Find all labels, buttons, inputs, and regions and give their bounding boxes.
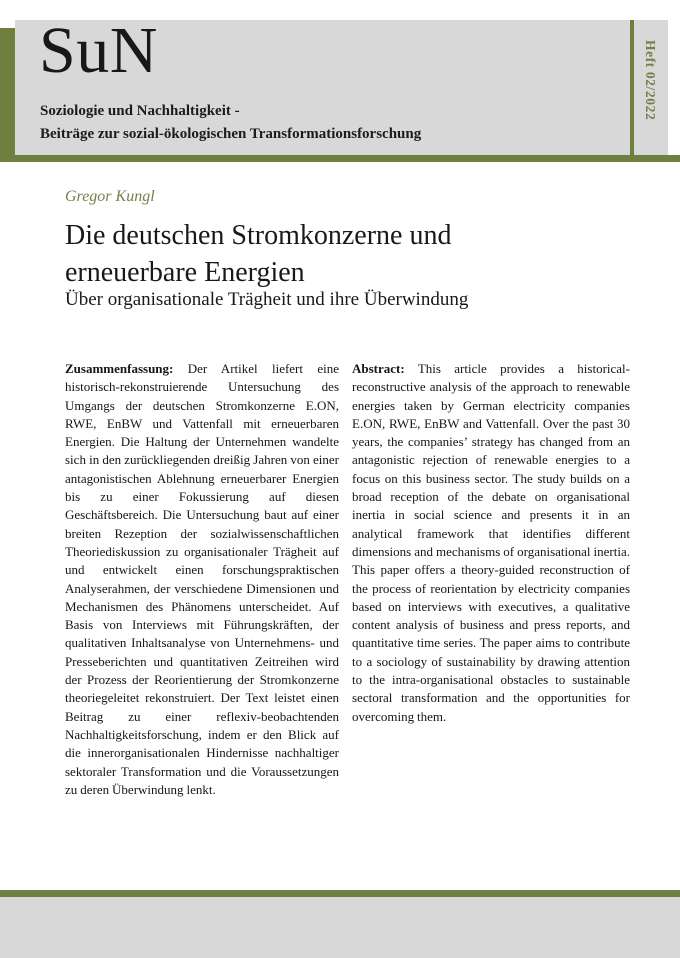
- footer-band: [0, 897, 680, 958]
- header-divider-bar: [0, 155, 680, 162]
- author-name: Gregor Kungl: [65, 188, 155, 205]
- journal-tagline: [40, 100, 421, 146]
- left-accent-bar: [0, 28, 15, 155]
- journal-tagline-line1: Soziologie und Nachhaltigkeit -: [40, 103, 240, 119]
- abstract-english-label: Abstract:: [352, 361, 405, 376]
- abstract-english-text: This article provides a historical-reconstructive analysis of the approach to renewable energies taken by German electricity companies E.ON, RWE, EnBW and Vattenfall. Over the past 30 years, the companies’ strategy has changed from an antagonistic rejection of renewable energies to a focus on this business sector. The study builds on a broad reception of the debate on organisational inertia in social science and presents it in an analytical framework that identifies different dimensions and mechanisms of organisational inertia. This paper offers a theory-guided reconstruction of the process of reorientation by electricity companies based on interviews with executives, a qualitative content analysis of business and press reports, and quantitative time series. The paper aims to contribute to a sociology of sustainability by drawing attention to the intra-organisational obstacles to sustainable sectoral transformation and the opportunities for overcoming them.: [352, 361, 630, 724]
- abstract-german: [65, 360, 339, 799]
- journal-logo: SuN: [39, 14, 158, 87]
- abstract-german-text: Der Artikel liefert eine historisch-rekonstruierende Untersuchung des Umgangs der deutschen Stromkonzerne E.ON, RWE, EnBW und Vattenfall mit erneuerbaren Energien. Die Haltung der Unternehmen wandelte sich in den zurückliegenden dreißig Jahren von einer antagonistischen Ablehnung erneuerbarer Energien bis zu einer Fokussierung auf diesen Geschäftsbereich. Die Untersuchung baut auf einer breiten Rezeption der sozialwissenschaftlichen Theoriediskussion zu organisationaler Trägheit auf und entwickelt einen forschungspraktischen Analyserahmen, der verschiedene Dimensionen und Mechanismen des Phänomens unterscheidet. Auf Basis von Interviews mit Führungskräften, der qualitativen Inhaltsanalyse von Unternehmens- und Presseberichten und quantitativen Zeitreihen wird der Prozess der Reorientierung der Stromkonzerne theoriegeleitet rekonstruiert. Der Text leistet einen Beitrag zu einer reflexiv-beobachtenden Nachhaltigkeitsforschung, indem er den Blick auf die innerorganisationalen Hindernisse nachhaltiger sektoraler Transformation und die Voraussetzungen zu deren Überwindung lenkt.: [65, 361, 339, 797]
- issue-label: Heft 02/2022: [643, 40, 658, 121]
- article-title-line2: erneuerbare Energien: [65, 257, 305, 288]
- footer-divider-bar: [0, 890, 680, 897]
- article-title: [65, 217, 451, 291]
- abstract-english: [352, 360, 630, 726]
- journal-tagline-line2: Beiträge zur sozial-ökologischen Transformationsforschung: [40, 126, 422, 142]
- article-title-line1: Die deutschen Stromkonzerne und: [65, 220, 452, 251]
- article-subtitle: Über organisationale Trägheit und ihre Überwindung: [65, 289, 469, 310]
- abstract-german-label: Zusammenfassung:: [65, 361, 174, 376]
